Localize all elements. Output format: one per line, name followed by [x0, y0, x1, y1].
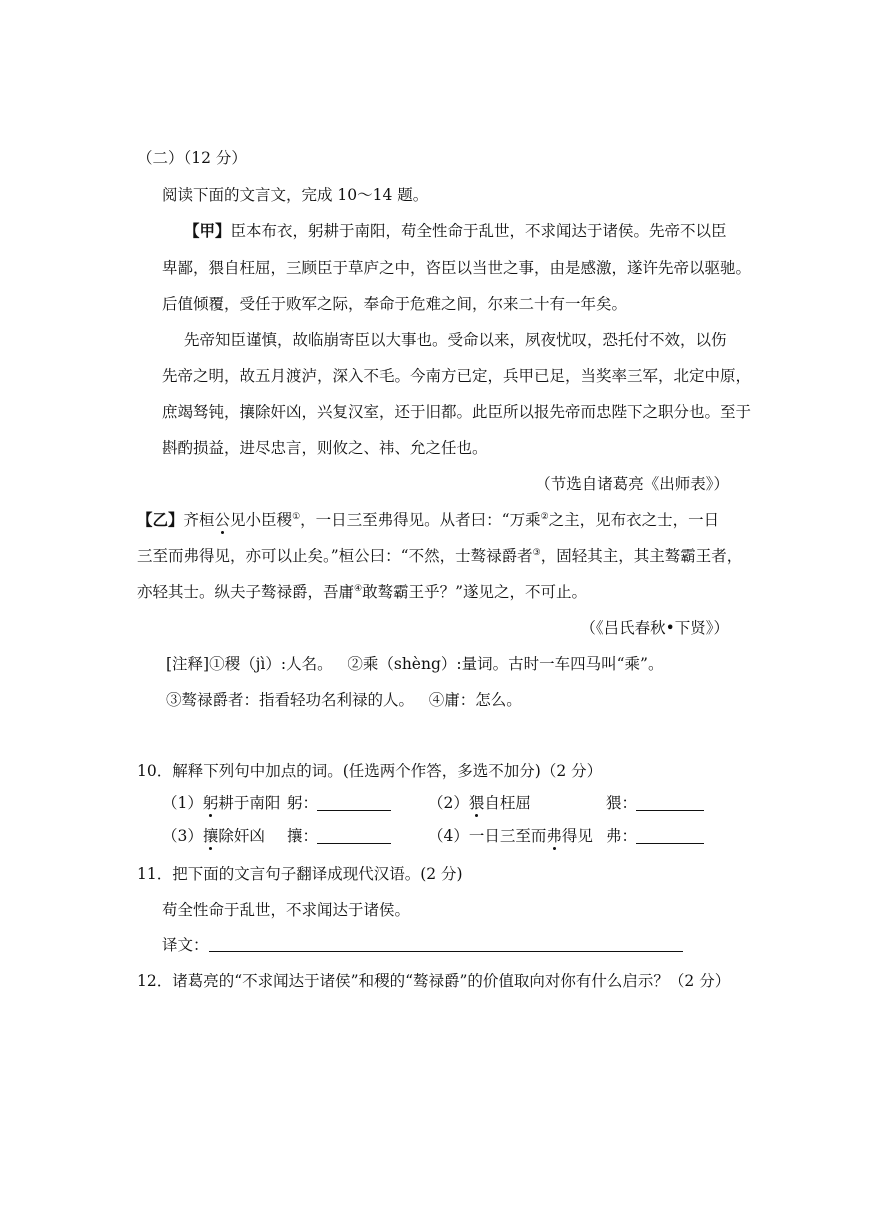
q10-item-4: [428, 826, 593, 846]
dotted-char: 躬: [202, 794, 219, 812]
q10-item-4-label: 弗：: [606, 827, 638, 845]
passage-jia-line-4: 先帝知臣谨慎，故临崩寄臣以大事也。受命以来，夙夜忧叹，恐托付不效，以伤: [184, 331, 727, 349]
q10-item-4-answer-blank[interactable]: [636, 843, 704, 844]
passage-yi-line-1: [137, 510, 719, 530]
dotted-char: 弗: [546, 827, 562, 845]
q10-item-1: [162, 793, 280, 813]
q10-item-number: （1）: [162, 794, 203, 812]
passage-jia-line-1: [184, 221, 727, 241]
passage-yi-text: 三至而弗得见，亦可以止矣。”桓公曰：“不然，士骜禄爵者: [137, 547, 533, 565]
passage-yi-source: （《吕氏春秋•下贤》）: [580, 619, 729, 637]
notes-line-1: [注释]①稷（jì）:人名。 ②乘（shèng）:量词。古时一车四马叫“乘”。: [166, 655, 664, 673]
passage-yi-text: 见小臣稷: [230, 511, 293, 529]
passage-yi-text: 敢骜霸王乎？”遂见之，不可止。: [362, 583, 588, 601]
passage-yi-text: 齐桓: [183, 511, 215, 529]
passage-yi-text: 之主，见布衣之士，一日: [548, 511, 720, 529]
passage-jia-line-6: 庶竭驽钝，攘除奸凶，兴复汉室，还于旧都。此臣所以报先帝而忠陛下之职分也。至于: [162, 403, 752, 421]
note-mark: ①: [292, 511, 301, 522]
q10-item-2-answer-blank[interactable]: [636, 810, 704, 811]
q10-item-1-label: 躬：: [287, 794, 319, 812]
q10-item-number: （3）: [162, 827, 203, 845]
passage-yi-line-2: [137, 546, 742, 566]
q10-item-text: 自枉屈: [484, 794, 531, 812]
section-heading: （二）（12 分）: [137, 149, 247, 167]
q10-item-text: 一日三至而: [468, 827, 547, 845]
q10-item-2-label: 猥：: [606, 794, 638, 812]
passage-yi-text: ，固轻其主，其主骜霸王者，: [540, 547, 743, 565]
q12-prompt: 12．诸葛亮的“不求闻达于诸侯”和稷的“骜禄爵”的价值取向对你有什么启示？（2 分）: [137, 972, 731, 990]
q11-sentence: 苟全性命于乱世，不求闻达于诸侯。: [162, 901, 411, 919]
note-mark: ③: [532, 547, 541, 558]
passage-yi-text: 亦轻其士。纵夫子骜禄爵，吾庸: [137, 583, 355, 601]
note-mark: ④: [354, 583, 363, 594]
q10-prompt: 10．解释下列句中加点的词。(任选两个作答，多选不加分)（2 分）: [137, 762, 603, 780]
q10-item-number: （2）: [428, 794, 469, 812]
passage-yi-line-3: [137, 582, 587, 602]
dotted-char: 攘: [202, 827, 219, 845]
dotted-char: 公: [214, 511, 231, 529]
passage-yi-marker: 【乙】: [137, 510, 184, 529]
q10-item-3-label: 攘：: [287, 827, 319, 845]
q10-item-3-answer-blank[interactable]: [317, 843, 391, 844]
passage-jia-line-2: 卑鄙，猥自枉屈，三顾臣于草庐之中，咨臣以当世之事，由是感激，遂许先帝以驱驰。: [162, 259, 752, 277]
passage-jia-marker: 【甲】: [184, 221, 231, 240]
q10-item-text: 除奸凶: [218, 827, 265, 845]
passage-jia-text: 臣本布衣，躬耕于南阳，苟全性命于乱世，不求闻达于诸侯。先帝不以臣: [230, 222, 727, 240]
q10-item-number: （4）: [428, 827, 469, 845]
passage-jia-line-3: 后值倾覆，受任于败军之际，奉命于危难之间，尔来二十有一年矣。: [162, 295, 628, 313]
note-mark: ②: [540, 511, 549, 522]
q11-answer-blank[interactable]: [209, 951, 683, 952]
q10-item-text: 耕于南阳: [218, 794, 281, 812]
section-instruction: 阅读下面的文言文，完成 10～14 题。: [162, 186, 429, 204]
passage-yi-text: ，一日三至弗得见。从者曰：“万乘: [300, 511, 541, 529]
notes-line-2: ③骜禄爵者：指看轻功名利禄的人。 ④庸：怎么。: [166, 691, 522, 709]
q10-item-text: 得见: [561, 827, 593, 845]
passage-jia-source: （节选自诸葛亮《出师表》）: [535, 475, 729, 493]
q10-item-3: [162, 826, 265, 846]
q11-prompt: 11．把下面的文言句子翻译成现代汉语。(2 分): [137, 865, 463, 883]
q10-item-1-answer-blank[interactable]: [317, 810, 391, 811]
dotted-char: 猥: [468, 794, 485, 812]
q10-item-2: [428, 793, 531, 813]
q11-answer-label: 译文：: [162, 936, 209, 954]
passage-jia-line-7: 斟酌损益，进尽忠言，则攸之、祎、允之任也。: [162, 439, 488, 457]
passage-jia-line-5: 先帝之明，故五月渡泸，深入不毛。今南方已定，兵甲已足，当奖率三军，北定中原，: [162, 367, 752, 385]
